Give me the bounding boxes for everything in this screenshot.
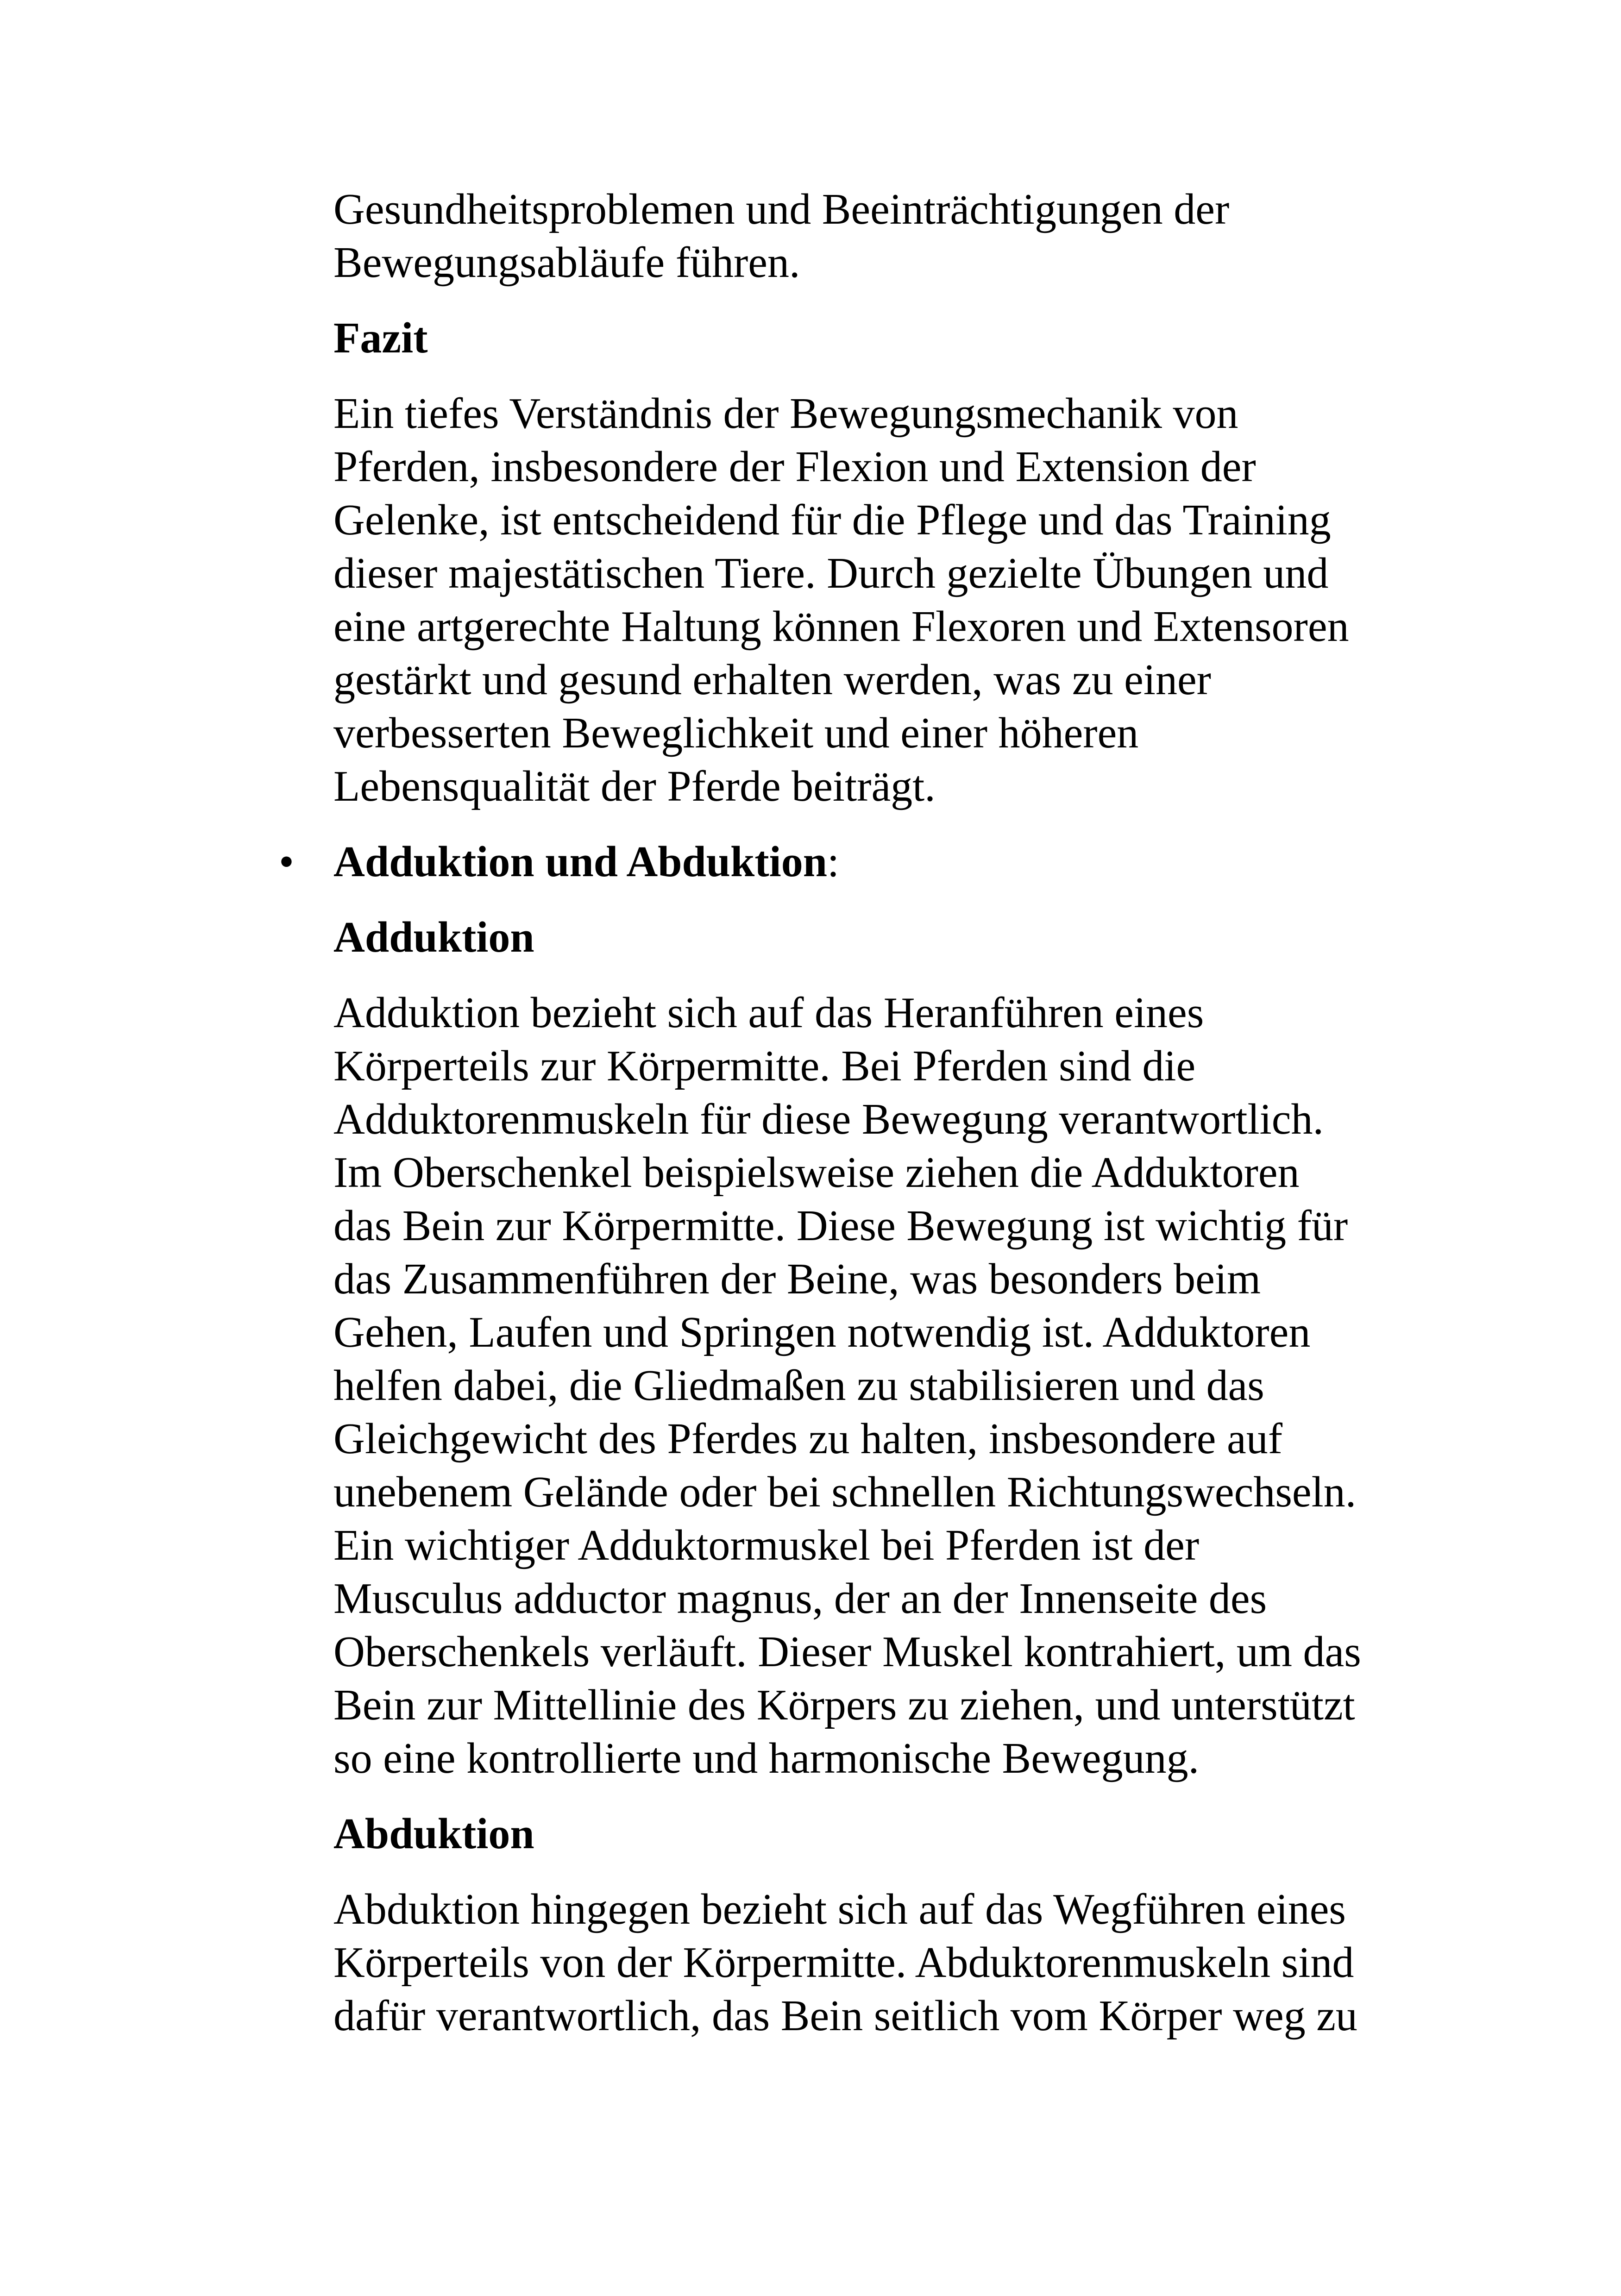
text-line: unebenem Gelände oder bei schnellen Richtungswechseln. [333, 1468, 1357, 1516]
text-line: so eine kontrollierte und harmonische Bewegung. [333, 1734, 1200, 1782]
text-line: helfen dabei, die Gliedmaßen zu stabilisieren und das [333, 1361, 1264, 1410]
bullet-icon: • [279, 838, 294, 886]
text-line: Ein wichtiger Adduktormuskel bei Pferden ist der [333, 1521, 1200, 1569]
fazit-paragraph [333, 387, 1473, 813]
bullet-item-adduktion-abduktion [279, 835, 1473, 889]
adduktion-paragraph [333, 986, 1473, 1785]
bullet-suffix: : [827, 838, 840, 886]
text-line: Gleichgewicht des Pferdes zu halten, insbesondere auf [333, 1415, 1282, 1463]
text-line: Körperteils zur Körpermitte. Bei Pferden sind die [333, 1042, 1196, 1090]
text-line: Adduktion bezieht sich auf das Heranführen eines [333, 989, 1204, 1037]
text-line: Bewegungsabläufe führen. [333, 238, 800, 287]
text-line: das Zusammenführen der Beine, was besonders beim [333, 1255, 1261, 1303]
text-line: gestärkt und gesund erhalten werden, was zu einer [333, 656, 1211, 704]
text-line: das Bein zur Körpermitte. Diese Bewegung ist wichtig für [333, 1202, 1348, 1250]
page-content [279, 183, 1473, 2043]
text-line: Gehen, Laufen und Springen notwendig ist. Adduktoren [333, 1308, 1311, 1356]
text-line: eine artgerechte Haltung können Flexoren und Extensoren [333, 602, 1349, 651]
text-line: Im Oberschenkel beispielsweise ziehen die Adduktoren [333, 1148, 1300, 1197]
bullet-text [333, 835, 1473, 889]
text-line: Gesundheitsproblemen und Beeinträchtigungen der [333, 185, 1230, 233]
text-line: Ein tiefes Verständnis der Bewegungsmechanik von [333, 389, 1238, 438]
text-line: Pferden, insbesondere der Flexion und Extension der [333, 443, 1256, 491]
text-line: Musculus adductor magnus, der an der Innenseite des [333, 1575, 1267, 1623]
section-heading-adduktion: Adduktion [333, 913, 534, 961]
abduktion-paragraph [333, 1883, 1473, 2043]
text-line: dafür verantwortlich, das Bein seitlich vom Körper weg zu [333, 1992, 1357, 2040]
intro-paragraph [333, 183, 1473, 289]
section-heading-abduktion: Abduktion [333, 1810, 534, 1858]
section-heading-fazit: Fazit [333, 314, 428, 362]
bullet-title: Adduktion und Abduktion [333, 838, 828, 886]
text-line: dieser majestätischen Tiere. Durch gezielte Übungen und [333, 549, 1329, 597]
text-line: Lebensqualität der Pferde beiträgt. [333, 762, 936, 810]
text-line: Körperteils von der Körpermitte. Abduktorenmuskeln sind [333, 1938, 1354, 1987]
text-line: Gelenke, ist entscheidend für die Pflege und das Training [333, 496, 1331, 544]
text-line: Oberschenkels verläuft. Dieser Muskel kontrahiert, um das [333, 1628, 1361, 1676]
text-line: Abduktion hingegen bezieht sich auf das Wegführen eines [333, 1885, 1346, 1933]
text-line: verbesserten Beweglichkeit und einer höheren [333, 709, 1139, 757]
text-line: Bein zur Mittellinie des Körpers zu ziehen, und unterstützt [333, 1681, 1355, 1729]
text-line: Adduktorenmuskeln für diese Bewegung verantwortlich. [333, 1095, 1324, 1143]
